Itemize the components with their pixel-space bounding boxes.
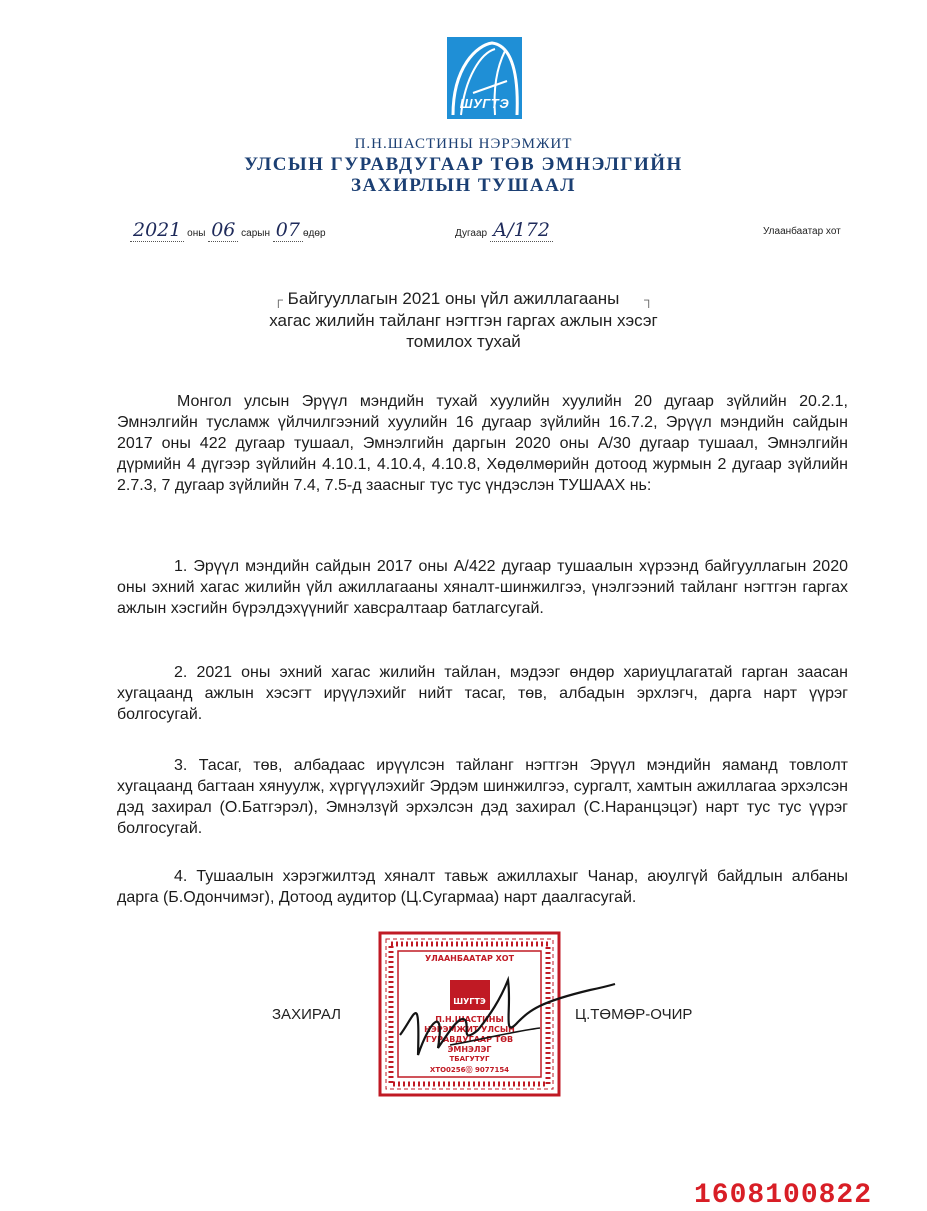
named-after: П.Н.ШАСТИНЫ НЭРЭМЖИТ — [354, 136, 573, 152]
stamp-line-4: ЭМНЭЛЭГ — [447, 1045, 492, 1054]
director-name: Ц.ТӨМӨР-ОЧИР — [575, 1006, 693, 1023]
logo-text: ШУГТЭ — [459, 96, 510, 111]
intro-paragraph: Монгол улсын Эрүүл мэндийн тухай хуулийн хуулийн 20 дугаар зүйлийн 20.2.1, Эмнэлгийн тусламж үйлчилгээний хуулийн 16 дугаар зүйлийн 16.7.2, Эрүүл мэндийн сайдын 2017 оны 422 дугаар тушаал, Эмнэлгийн даргын 2020 оны А/30 дугаар тушаал, Эмнэлгийн дүрмийн 4 дүгээр зүйлийн 4.10.1, 4.10.4, 4.10.8, Хөдөлмөрийн дотоод журмын 2 дугаар зүйлийн 2.7.3, 7 дугаар зүйлийн 7.4, 7.5-д заасныг тус тус үндэслэн ТУШААХ нь: — [117, 393, 848, 494]
hospital-logo — [447, 37, 522, 119]
stamp-line-3: ГУРАВДУГААР ТӨВ — [425, 1035, 514, 1044]
bracket-open-icon: ┌ — [273, 292, 283, 307]
order-item-3: 3. Тасаг, төв, албадаас ирүүлсэн тайланг нэгтгэн Эрүүл мэндийн яаманд товлолт хугацаанд багтаан хянуулж, хүргүүлэхийг Эрдэм шинжилгээ, сургалт, хамтын ажиллагаа эрхэлсэн дэд захирал (О.Батгэрэл), Эмнэлзүй эрхэлсэн дэд захирал (С.Наранцэцэг) нарт тус тус үүрэг болгосугай. — [117, 757, 848, 837]
stamp-registration: ХТО0256⓪ 9077154 — [429, 1066, 510, 1074]
subject-line-3: томилох тухай — [406, 332, 521, 351]
stamp-line-1: П.Н.ШАСТИНЫ — [435, 1015, 504, 1024]
stamp-city: УЛААНБААТАР ХОТ — [424, 954, 515, 963]
serial-number: 1608100822 — [694, 1180, 873, 1211]
date-year: 2021 — [130, 219, 184, 242]
year-label: оны — [187, 228, 206, 239]
stamp-line-2: НЭРЭМЖИТ УЛСЫН — [424, 1025, 515, 1034]
director-title: ЗАХИРАЛ — [272, 1006, 342, 1023]
order-title: ЗАХИРЛЫН ТУШААЛ — [351, 175, 576, 196]
day-label: өдөр — [302, 228, 326, 239]
order-item-1: 1. Эрүүл мэндийн сайдын 2017 оны А/422 дугаар тушаалын хүрээнд байгууллагын 2020 оны эхний хагас жилийн үйл ажиллагааны хяналт-шинжилгээ, үнэлгээний тайланг нэгтгэн гаргах ажлын хэсгийн бүрэлдэхүүнийг хавсралтаар батлагсугай. — [117, 558, 848, 617]
number-label: Дугаар — [455, 228, 488, 239]
order-subject — [0, 288, 927, 352]
subject-line-2: хагас жилийн тайланг нэгтгэн гаргах ажлын хэсэг — [269, 311, 658, 330]
date-month: 06 — [208, 219, 238, 242]
order-item-4: 4. Тушаалын хэрэгжилтэд хяналт тавьж ажиллахыг Чанар, аюулгүй байдлын албаны дарга (Б.Одончимэг), Дотоод аудитор (Ц.Сугармаа) нарт даалгасугай. — [117, 868, 848, 906]
subject-line-1: Байгууллагын 2021 оны үйл ажиллагааны — [287, 289, 620, 308]
stamp-line-5: ТБАГУТУГ — [449, 1055, 490, 1063]
hospital-name: УЛСЫН ГУРАВДУГААР ТӨВ ЭМНЭЛГИЙН — [244, 154, 683, 175]
bracket-close-icon: ┐ — [644, 292, 654, 307]
number-value: А/172 — [490, 219, 553, 242]
order-number — [455, 219, 553, 242]
city: Улаанбаатар хот — [763, 226, 841, 237]
order-item-2: 2. 2021 оны эхний хагас жилийн тайлан, мэдээг өндөр хариуцлагатай гарган заасан хугацаанд ажлын хэсэгт ирүүлэхийг нийт тасаг, төв, албадын эрхлэгч, дарга нарт үүрэг болгосугай. — [117, 664, 848, 723]
date-day: 07 — [273, 219, 303, 242]
stamp-logo: ШУГТЭ — [453, 997, 486, 1006]
order-date — [130, 219, 326, 242]
month-label: сарын — [241, 228, 271, 239]
